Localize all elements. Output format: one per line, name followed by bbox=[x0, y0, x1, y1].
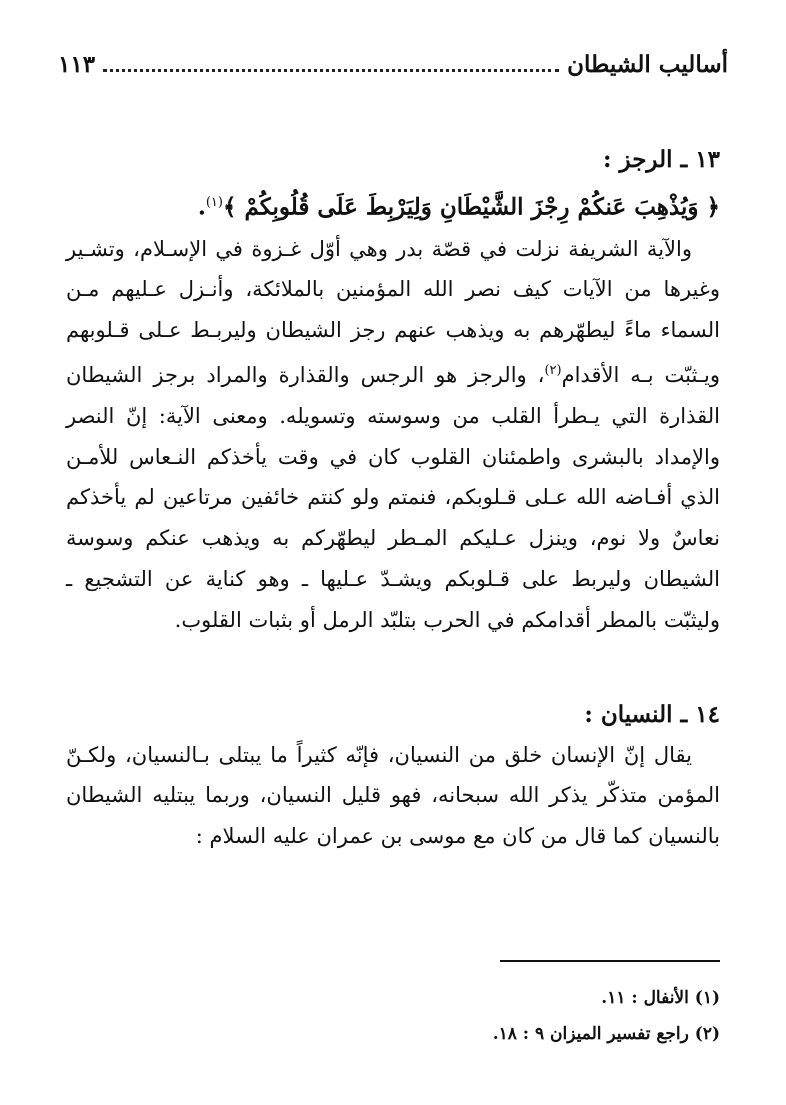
section-13-paragraph bbox=[66, 229, 720, 641]
footnote-separator bbox=[500, 960, 720, 962]
page-body bbox=[66, 140, 720, 857]
footnote-2: (٢) راجع تفسير الميزان ٩ : ١٨. bbox=[492, 1024, 720, 1044]
section-13-text-b: ، والرجز هو الرجس والقذارة والمراد برجز الشيطان القذارة التي يـطرأ القلب من وسوسته وتسويله. ومعنى الآية: إنّ النصر والإمداد بالبشرى واطمئنان القلوب كان في وقت يأخذكم النـعاس للأمـن الذي أفـاضه الله عـلى قـلوبكم، فنمتم ولو كنتم خائفين مرتاعين لم يأخذكم نعاسٌ ولا نوم، وينزل عـليكم المـطر ليطهّركم به ويذهب عنكم وسوسة الشيطان وليربط على قـلوبكم ويشـدّ عـليها ـ وهو كناية عن التشجيع ـ وليثبّت بالمطر أقدامكم في الحرب بتلبّد الرمل أو بثبات القلوب. bbox=[66, 363, 720, 632]
footnote-1: (١) الأنفال : ١١. bbox=[601, 988, 720, 1008]
running-head-dot-leader bbox=[103, 69, 559, 72]
quran-verse: ﴿ وَيُذْهِبَ عَنكُمْ رِجْزَ الشَّيْطَانِ وَلِيَرْبِطَ عَلَى قُلُوبِكُمْ ﴾$^{(١)}$. bbox=[197, 193, 720, 221]
footnote-ref-1: (١) bbox=[205, 195, 223, 210]
footnotes bbox=[66, 980, 720, 1052]
section-14-paragraph: يقال إنّ الإنسان خلق من النسيان، فإنّه كثيراً ما يبتلى بـالنسيان، ولكـنّ المؤمن متذكّر يذكر الله سبحانه، فهو قليل النسيان، وربما يبتليه الشيطان بالنسيان كما قال من كان مع موسى بن عمران عليه السلام : bbox=[66, 742, 720, 849]
section-13-heading: ١٣ ـ الرجز : bbox=[603, 146, 720, 173]
quran-verse-text: ﴿ وَيُذْهِبَ عَنكُمْ رِجْزَ الشَّيْطَانِ وَلِيَرْبِطَ عَلَى قُلُوبِكُمْ ﴾ bbox=[222, 193, 720, 221]
running-head-title: أساليب الشيطان bbox=[567, 50, 728, 78]
section-14-heading: ١٤ ـ النسيان : bbox=[584, 700, 720, 728]
running-head bbox=[58, 44, 728, 84]
footnote-ref-2: (٢) bbox=[544, 363, 562, 379]
page-number: ١١٣ bbox=[58, 50, 96, 78]
section-13-text-a: والآية الشريفة نزلت في قصّة بدر وهي أوّل غـزوة في الإسـلام، وتشـير وغيرها من الآيات كيف نصر الله المؤمنين بالملائكة، وأنـزل عـليهم مـن السماء ماءً ليطهّرهم به ويذهب عنهم رجز الشيطان وليربـط عـلى قـلوبهم ويـثبّت بـه الأقدام bbox=[66, 236, 720, 388]
